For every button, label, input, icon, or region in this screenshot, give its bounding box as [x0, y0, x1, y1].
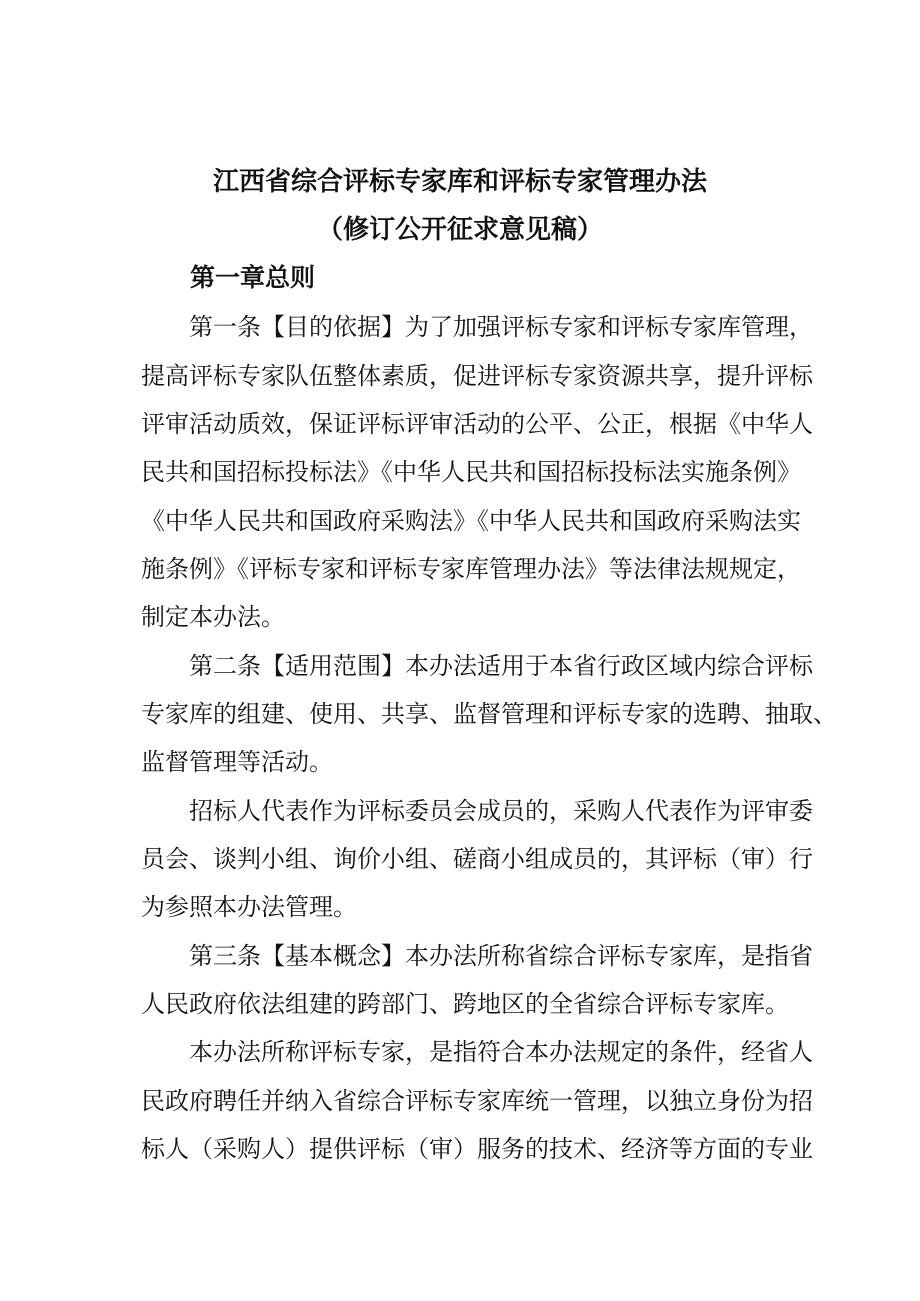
text-line: 第二条【适用范围】本办法适用于本省行政区域内综合评标 — [189, 652, 813, 680]
text-line: 为参照本办法管理。 — [141, 893, 357, 921]
text-line: 民共和国招标投标法》《中华人民共和国招标投标法实施条例》 — [141, 458, 801, 486]
text-line: 评审活动质效，保证评标评审活动的公平、公正，根据《中华人 — [141, 410, 813, 438]
chapter-heading: 第一章总则 — [190, 263, 316, 292]
text-line: 《中华人民共和国政府采购法》《中华人民共和国政府采购法实 — [141, 507, 801, 535]
text-line: 第一条【目的依据】为了加强评标专家和评标专家库管理， — [189, 313, 813, 341]
text-line: 标人（采购人）提供评标（审）服务的技术、经济等方面的专业 — [141, 1135, 813, 1163]
text-line: 专家库的组建、使用、共享、监督管理和评标专家的选聘、抽取、 — [141, 700, 837, 728]
text-line: 民政府聘任并纳入省综合评标专家库统一管理，以独立身份为招 — [141, 1087, 813, 1115]
text-line: 制定本办法。 — [141, 603, 285, 631]
text-line: 监督管理等活动。 — [141, 748, 333, 776]
text-line: 员会、谈判小组、询价小组、磋商小组成员的，其评标（审）行 — [141, 845, 813, 873]
text-line: 第三条【基本概念】本办法所称省综合评标专家库，是指省 — [189, 942, 813, 970]
text-line: 人民政府依法组建的跨部门、跨地区的全省综合评标专家库。 — [141, 990, 789, 1018]
document-title: 江西省综合评标专家库和评标专家管理办法 — [212, 167, 707, 197]
text-line: 施条例》《评标专家和评标专家库管理办法》等法律法规规定， — [141, 555, 801, 583]
text-line: 本办法所称评标专家，是指符合本办法规定的条件，经省人 — [189, 1038, 813, 1066]
text-line: 提高评标专家队伍整体素质，促进评标专家资源共享，提升评标 — [141, 362, 813, 390]
text-line: 招标人代表作为评标委员会成员的，采购人代表作为评审委 — [189, 797, 813, 825]
document-subtitle: （修订公开征求意见稿） — [316, 215, 603, 245]
